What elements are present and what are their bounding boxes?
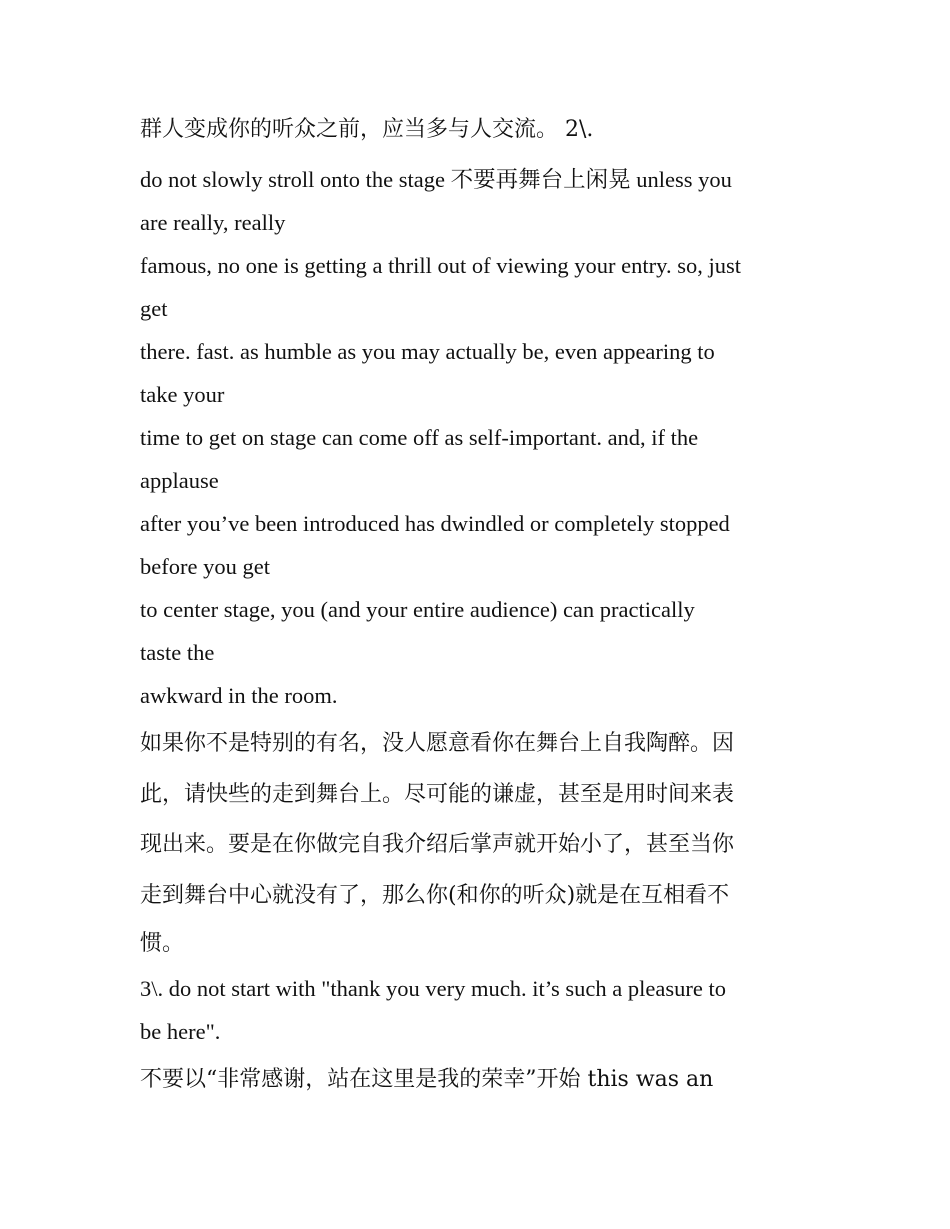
text-line: do not slowly stroll onto the stage 不要再舞台上闲晃 unless you xyxy=(140,167,732,192)
text-line: awkward in the room. xyxy=(140,683,338,708)
text-line: applause xyxy=(140,468,219,493)
text-line: 如果你不是特别的有名，没人愿意看你在舞台上自我陶醉。因 xyxy=(140,731,735,756)
text-line: before you get xyxy=(140,554,270,579)
text-line: 不要以“非常感谢，站在这里是我的荣幸”开始 this was an xyxy=(140,1067,714,1092)
text-line: famous, no one is getting a thrill out of viewing your entry. so, just xyxy=(140,253,741,278)
text-line: 现出来。要是在你做完自我介绍后掌声就开始小了，甚至当你 xyxy=(140,832,735,857)
text-line: 走到舞台中心就没有了，那么你(和你的听众)就是在互相看不 xyxy=(140,882,730,908)
text-line: 惯。 xyxy=(140,931,185,956)
document-body xyxy=(140,108,820,1106)
text-line: 此，请快些的走到舞台上。尽可能的谦虚，甚至是用时间来表 xyxy=(140,781,735,807)
text-line: take your xyxy=(140,382,225,407)
text-line: are really, really xyxy=(140,210,286,235)
text-line: be here". xyxy=(140,1019,221,1044)
text-line: to center stage, you (and your entire audience) can practically xyxy=(140,597,695,622)
text-line: after you’ve been introduced has dwindled or completely stopped xyxy=(140,511,730,536)
text-line: get xyxy=(140,296,168,321)
text-line: time to get on stage can come off as self-important. and, if the xyxy=(140,425,699,450)
text-line: taste the xyxy=(140,640,215,665)
text-line: 群人变成你的听众之前，应当多与人交流。 2\. xyxy=(140,117,594,142)
text-line: there. fast. as humble as you may actually be, even appearing to xyxy=(140,339,715,364)
text-line: 3\. do not start with "thank you very much. it’s such a pleasure to xyxy=(140,976,726,1001)
